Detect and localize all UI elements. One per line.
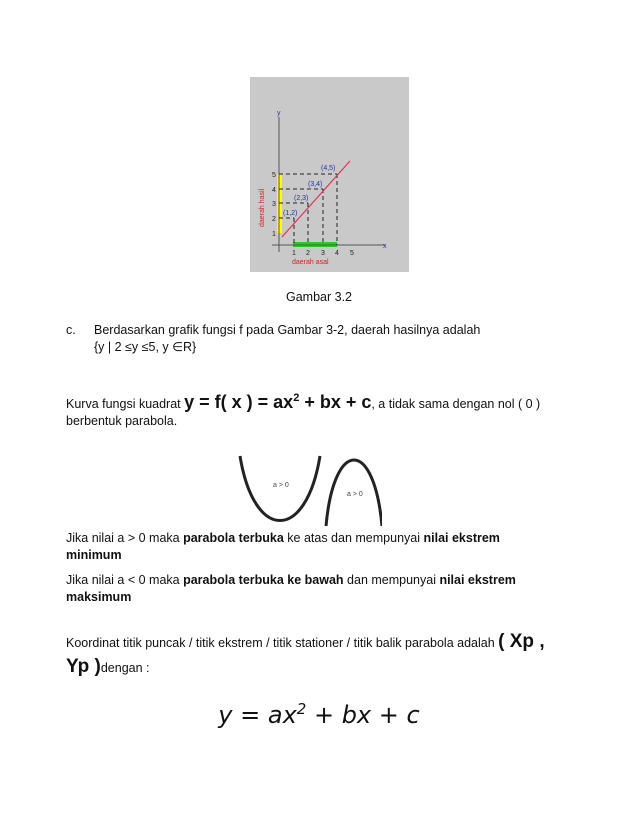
x-tick: 3 — [321, 250, 325, 257]
quadratic-line2: berbentuk parabola. — [66, 414, 178, 428]
min-bold-2: nilai ekstrem — [423, 531, 500, 545]
y-tick: 1 — [272, 231, 276, 238]
bottom-formula-main: y = ax — [218, 701, 297, 729]
item-c-marker: c. — [66, 323, 76, 337]
figure-caption: Gambar 3.2 — [285, 290, 352, 304]
x-axis-label: x — [383, 243, 387, 250]
graph-svg — [250, 77, 409, 272]
domain-label: daerah asal — [292, 259, 329, 266]
y-tick: 2 — [272, 216, 276, 223]
max-bold-1: parabola terbuka ke bawah — [183, 573, 344, 587]
maximum-paragraph — [66, 572, 586, 606]
quadratic-lead: Kurva fungsi kuadrat — [66, 397, 185, 411]
parabola-label-right: a > 0 — [347, 491, 363, 498]
vertex-paragraph — [66, 630, 586, 680]
item-c-line2: {y | 2 ≤y ≤5, y ∈R} — [94, 340, 197, 354]
point-label: (2,3) — [294, 195, 309, 202]
min-bold-1: parabola terbuka — [183, 531, 284, 545]
min-text-1: Jika nilai a > 0 maka — [66, 531, 184, 545]
vertex-text-2: dengan : — [100, 661, 150, 675]
item-c-line1: Berdasarkan grafik fungsi f pada Gambar 3-2, daerah hasilnya adalah — [94, 323, 481, 337]
function-graph-figure — [250, 77, 409, 272]
vertex-bold-1: ( Xp , — [498, 631, 545, 652]
bottom-formula-sup: 2 — [296, 700, 307, 718]
y-tick: 3 — [272, 201, 276, 208]
formula-sup: 2 — [293, 392, 300, 404]
bottom-formula-tail: + bx + c — [306, 701, 420, 729]
vertex-bold-2: Yp ) — [66, 656, 101, 677]
y-tick: 4 — [272, 187, 276, 194]
point-label: (3,4) — [308, 181, 323, 188]
range-label: daerah hasil — [259, 188, 266, 227]
quadratic-after: , a tidak sama dengan nol ( 0 ) — [371, 397, 541, 411]
function-line — [282, 161, 350, 237]
formula-main: y = f( x ) = ax — [184, 392, 294, 412]
max-bold-2: nilai ekstrem — [439, 573, 516, 587]
minimum-paragraph — [66, 530, 586, 564]
x-tick: 2 — [306, 250, 310, 257]
formula-tail: + bx + c — [299, 392, 372, 412]
x-tick: 1 — [292, 250, 296, 257]
min-bold-3: minimum — [66, 548, 122, 562]
quadratic-formula — [184, 392, 371, 412]
parabola-illustration — [232, 452, 382, 537]
point-label: (1,2) — [283, 210, 298, 217]
quadratic-sentence — [66, 390, 540, 413]
max-text-2: dan mempunyai — [343, 573, 440, 587]
x-tick: 5 — [350, 250, 354, 257]
bottom-formula — [0, 700, 638, 729]
y-tick: 5 — [272, 172, 276, 179]
y-axis-label: y — [277, 110, 281, 117]
vertex-text-1: Koordinat titik puncak / titik ekstrem / titik stationer / titik balik parabola adalah — [66, 636, 499, 650]
max-text-1: Jika nilai a < 0 maka — [66, 573, 184, 587]
x-tick: 4 — [335, 250, 339, 257]
min-text-2: ke atas dan mempunyai — [283, 531, 424, 545]
parabola-label-left: a > 0 — [273, 482, 289, 489]
point-label: (4,5) — [321, 165, 336, 172]
max-bold-3: maksimum — [66, 590, 132, 604]
